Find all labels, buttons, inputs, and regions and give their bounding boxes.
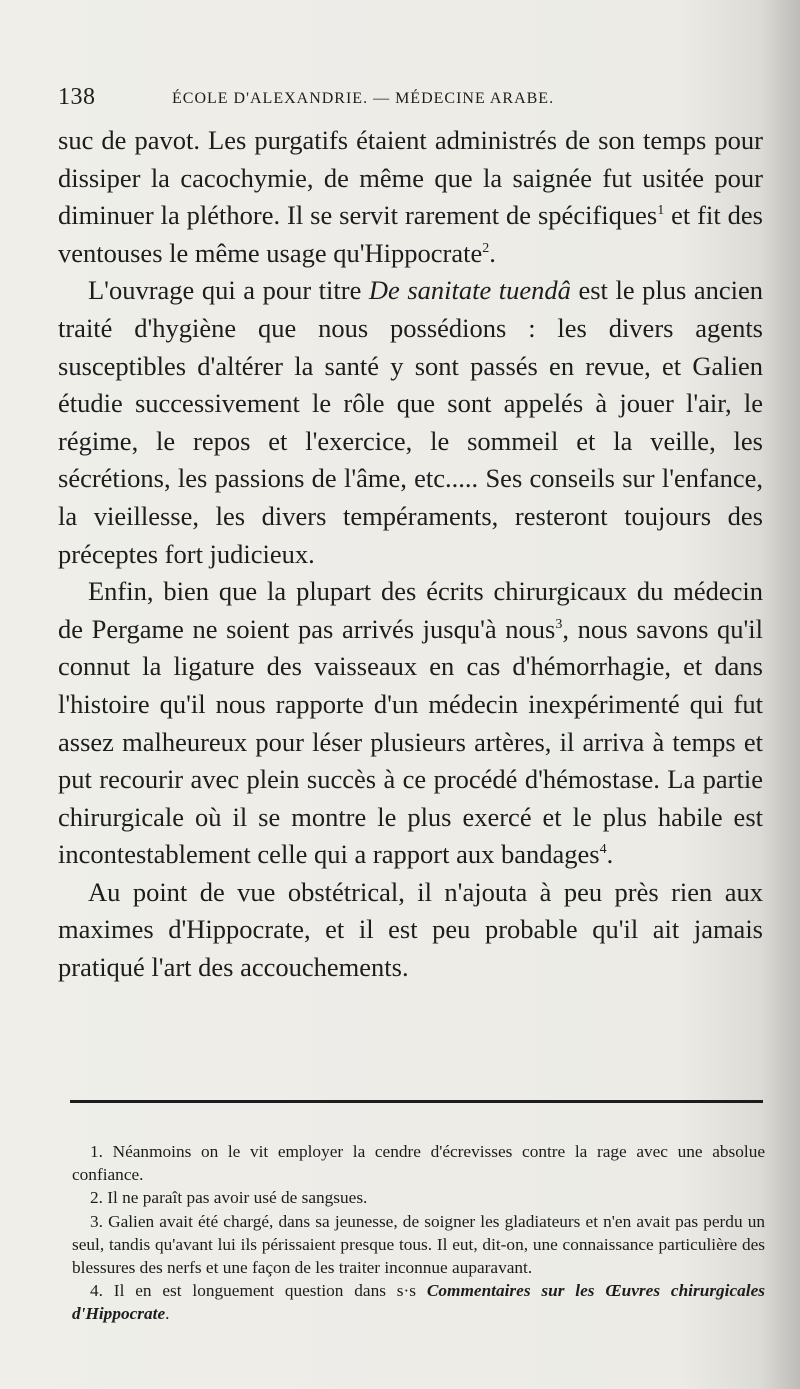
running-title: ÉCOLE D'ALEXANDRIE. — MÉDECINE ARABE. <box>172 90 555 107</box>
footnote-ref: 2 <box>482 240 490 256</box>
page-number: 138 <box>58 84 96 110</box>
work-title: Commentaires sur les Œuvres chirurgicales d'Hippocrate <box>72 1281 765 1324</box>
paragraph-text: L'ouvrage qui a pour titre <box>88 275 369 306</box>
paragraph-text: suc de pavot. Les purgatifs étaient administrés de son temps pour dissiper la cacochymie, de même que la saignée fut usitée pour diminuer la pléthore. Il se servit rarement de spécifiques <box>58 125 763 231</box>
paragraph-text: Enfin, bien que la plupart des écrits chirurgicaux du médecin de Pergame ne soient pas arrivés jusqu'à nous <box>58 576 763 644</box>
footnote-ref: 4 <box>599 842 607 858</box>
paragraph-4: Au point de vue obstétrical, il n'ajouta à peu près rien aux maximes d'Hippocrate, et il est peu probable qu'il ait jamais pratiqué l'art des accouchements. <box>58 876 763 983</box>
footnote-text: . <box>165 1304 170 1324</box>
footnote-4 <box>72 1279 765 1325</box>
paragraph-text: et fit des ventouses le même usage qu'Hippocrate <box>58 200 763 268</box>
footnote-1: 1. Néanmoins on le vit employer la cendre d'écrevisses contre la rage avec une absolue confiance. <box>72 1142 765 1185</box>
footnote-text: 4. Il en est longuement question dans s·s <box>90 1281 427 1301</box>
paragraph-text: , nous savons qu'il connut la ligature des vaisseaux en cas d'hémorrhagie, et dans l'histoire qu'il nous rapporte d'un médecin inexpérimenté qui fut assez malheureux pour léser plusieurs artères, il arriva à temps et put recourir avec plein succès à ce procédé d'hémostase. La partie chirurgicale où il se montre le plus exercé et le plus habile est incontestablement celle qui a rapport aux bandages <box>58 613 764 870</box>
paragraph-1 <box>58 122 763 272</box>
page-header <box>58 84 658 114</box>
footnote-divider <box>70 1100 763 1103</box>
paragraph-3 <box>58 573 763 874</box>
footnotes <box>72 1140 765 1326</box>
paragraph-2 <box>58 272 763 573</box>
paragraph-text: . <box>489 237 496 268</box>
footnote-ref: 3 <box>555 616 563 632</box>
footnote-ref: 1 <box>657 203 665 219</box>
work-title: De sanitate tuendâ <box>368 275 571 306</box>
main-text <box>58 122 763 987</box>
footnote-2: 2. Il ne paraît pas avoir usé de sangsues. <box>90 1188 368 1208</box>
footnote-3: 3. Galien avait été chargé, dans sa jeunesse, de soigner les gladiateurs et n'en avait pas perdu un seul, tandis qu'avant lui ils périssaient presque tous. Il eut, dit-on, une connaissance particulière des blessures des nerfs et une façon de les traiter inconnue auparavant. <box>72 1211 765 1278</box>
paragraph-text: . <box>606 839 614 870</box>
paragraph-text: est le plus ancien traité d'hygiène que nous possédions : les divers agents susceptibles d'altérer la santé y sont passés en revue, et Galien étudie successivement le rôle que sont appelés à jouer l'air, le régime, le repos et l'exercice, le sommeil et la veille, les sécrétions, les passions de l'âme, etc..... Ses conseils sur l'enfance, la vieillesse, les divers tempéraments, resteront toujours des préceptes fort judicieux. <box>58 275 763 569</box>
